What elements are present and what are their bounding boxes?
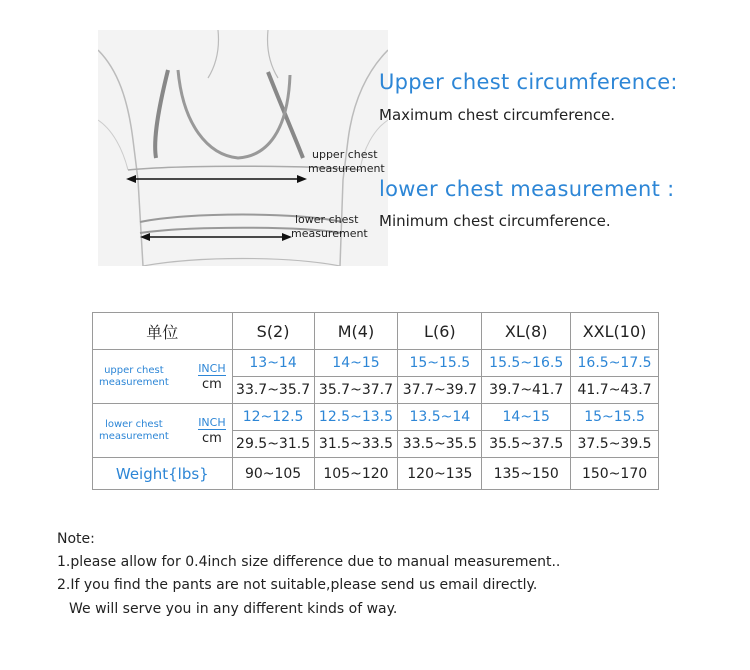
upper-cm-cell: 35.7~37.7	[314, 377, 398, 404]
size-header-row	[93, 313, 659, 350]
upper-chest-title: Upper chest circumference:	[379, 70, 678, 94]
lower-chest-description: Minimum chest circumference.	[379, 212, 611, 230]
lower-cm-cell: 35.5~37.5	[482, 431, 571, 458]
size-header: L(6)	[398, 313, 482, 350]
upper-cm-cell: 33.7~35.7	[232, 377, 314, 404]
lower-cm-cell: 33.5~35.5	[398, 431, 482, 458]
upper-inch-cell: 13~14	[232, 350, 314, 377]
weight-row-label: Weight{lbs}	[93, 458, 233, 490]
lower-cm-cell: 29.5~31.5	[232, 431, 314, 458]
lower-chest-figure-label: lower chest measurement	[291, 213, 368, 240]
weight-cell: 150~170	[571, 458, 659, 490]
upper-chest-figure-label: upper chest measurement	[308, 148, 385, 175]
lower-inch-cell: 13.5~14	[398, 404, 482, 431]
inch-unit: INCH	[198, 415, 226, 429]
notes-section	[57, 528, 560, 621]
note-line-2: 2.If you find the pants are not suitable,please send us email directly.	[57, 577, 538, 593]
note-line-3: We will serve you in any different kinds of way.	[69, 601, 398, 617]
upper-inch-cell: 15.5~16.5	[482, 350, 571, 377]
weight-cell: 105~120	[314, 458, 398, 490]
weight-cell: 120~135	[398, 458, 482, 490]
upper-cm-cell: 37.7~39.7	[398, 377, 482, 404]
lower-chest-row-label: lower chest measurement INCH cm	[93, 404, 233, 458]
upper-cm-cell: 41.7~43.7	[571, 377, 659, 404]
size-header: XXL(10)	[571, 313, 659, 350]
cm-unit: cm	[202, 430, 222, 446]
weight-cell: 90~105	[232, 458, 314, 490]
weight-row	[93, 458, 659, 490]
weight-cell: 135~150	[482, 458, 571, 490]
upper-chest-row-label: upper chest measurement INCH cm	[93, 350, 233, 404]
cm-unit: cm	[202, 376, 222, 392]
lower-cm-cell: 31.5~33.5	[314, 431, 398, 458]
lower-inch-row	[93, 404, 659, 431]
upper-inch-cell: 14~15	[314, 350, 398, 377]
size-chart-table	[92, 312, 659, 490]
note-line-1: 1.please allow for 0.4inch size difference due to manual measurement..	[57, 554, 561, 570]
upper-inch-cell: 15~15.5	[398, 350, 482, 377]
upper-chest-description: Maximum chest circumference.	[379, 106, 616, 124]
unit-corner-cell: 单位	[93, 313, 233, 350]
unit-indicator	[198, 416, 225, 446]
notes-title: Note:	[57, 531, 95, 547]
lower-chest-title: lower chest measurement :	[379, 177, 675, 201]
inch-unit: INCH	[198, 361, 226, 375]
unit-indicator	[198, 362, 225, 392]
upper-inch-row	[93, 350, 659, 377]
lower-inch-cell: 12.5~13.5	[314, 404, 398, 431]
lower-inch-cell: 15~15.5	[571, 404, 659, 431]
upper-cm-cell: 39.7~41.7	[482, 377, 571, 404]
lower-inch-cell: 12~12.5	[232, 404, 314, 431]
size-header: XL(8)	[482, 313, 571, 350]
lower-cm-cell: 37.5~39.5	[571, 431, 659, 458]
upper-inch-cell: 16.5~17.5	[571, 350, 659, 377]
size-header: S(2)	[232, 313, 314, 350]
lower-inch-cell: 14~15	[482, 404, 571, 431]
size-header: M(4)	[314, 313, 398, 350]
